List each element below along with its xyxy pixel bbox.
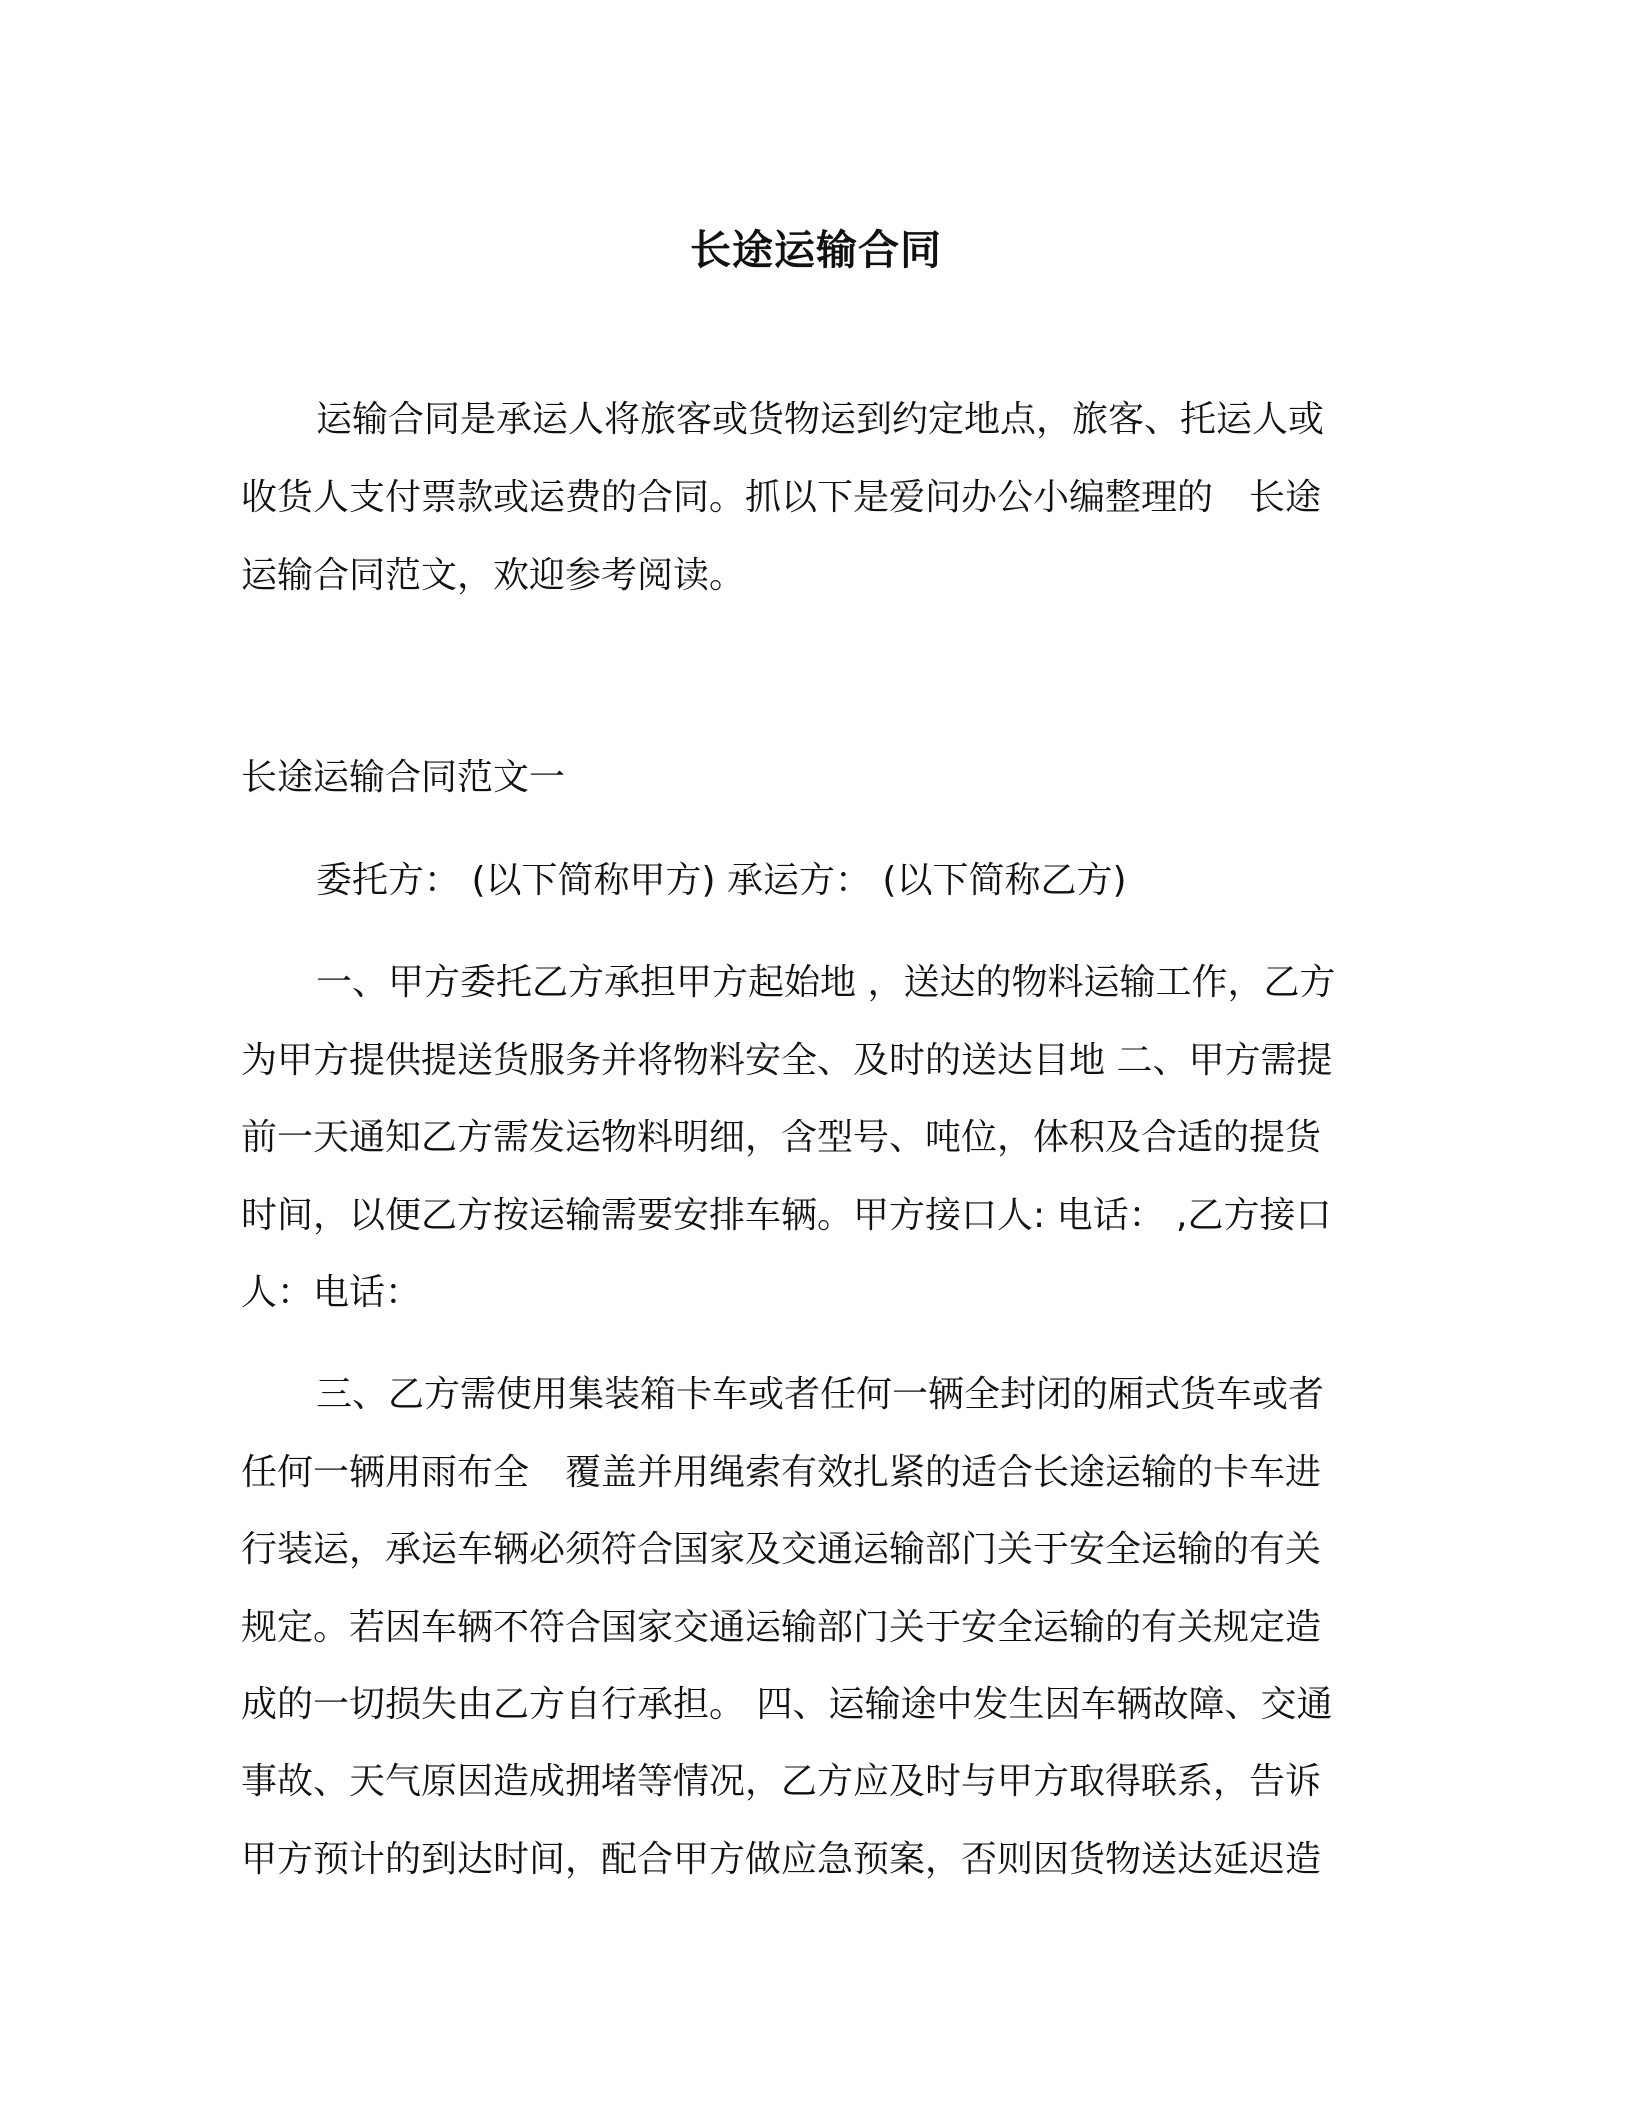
- parties-line: 委托方： (以下简称甲方) 承运方： (以下简称乙方): [316, 860, 1127, 901]
- clause1-line-5: 人：电话：: [241, 1272, 422, 1313]
- clause3-line-3: 行装运，承运车辆必须符合国家及交通运输部门关于安全运输的有关: [241, 1529, 1322, 1570]
- section-heading: 长途运输合同范文一: [241, 757, 566, 798]
- clause3-line-6: 事故、天气原因造成拥堵等情况，乙方应及时与甲方取得联系，告诉: [241, 1761, 1322, 1802]
- clause1-line-2: 为甲方提供提送货服务并将物料安全、及时的送达目地 二、甲方需提: [241, 1040, 1333, 1081]
- intro-line-2: 收货人支付票款或运费的合同。抓以下是爱问办公小编整理的 长途: [241, 477, 1322, 518]
- intro-line-3: 运输合同范文，欢迎参考阅读。: [241, 555, 746, 596]
- clause3-line-1: 三、乙方需使用集装箱卡车或者任何一辆全封闭的厢式货车或者: [316, 1374, 1325, 1415]
- document-title: 长途运输合同: [690, 226, 942, 274]
- clause1-line-1: 一、甲方委托乙方承担甲方起始地 ，送达的物料运输工作，乙方: [316, 962, 1336, 1003]
- intro-line-1: 运输合同是承运人将旅客或货物运到约定地点，旅客、托运人或: [316, 399, 1325, 440]
- clause3-line-4: 规定。若因车辆不符合国家交通运输部门关于安全运输的有关规定造: [241, 1607, 1322, 1648]
- clause3-line-2: 任何一辆用雨布全 覆盖并用绳索有效扎紧的适合长途运输的卡车进: [241, 1452, 1322, 1493]
- clause1-line-3: 前一天通知乙方需发运物料明细，含型号、吨位，体积及合适的提货: [241, 1117, 1322, 1158]
- clause1-line-4: 时间，以便乙方按运输需要安排车辆。甲方接口人: 电话： ,乙方接口: [241, 1195, 1332, 1236]
- clause3-line-7: 甲方预计的到达时间，配合甲方做应急预案，否则因货物送达延迟造: [241, 1839, 1322, 1880]
- clause3-line-5: 成的一切损失由乙方自行承担。 四、运输途中发生因车辆故障、交通: [241, 1684, 1333, 1725]
